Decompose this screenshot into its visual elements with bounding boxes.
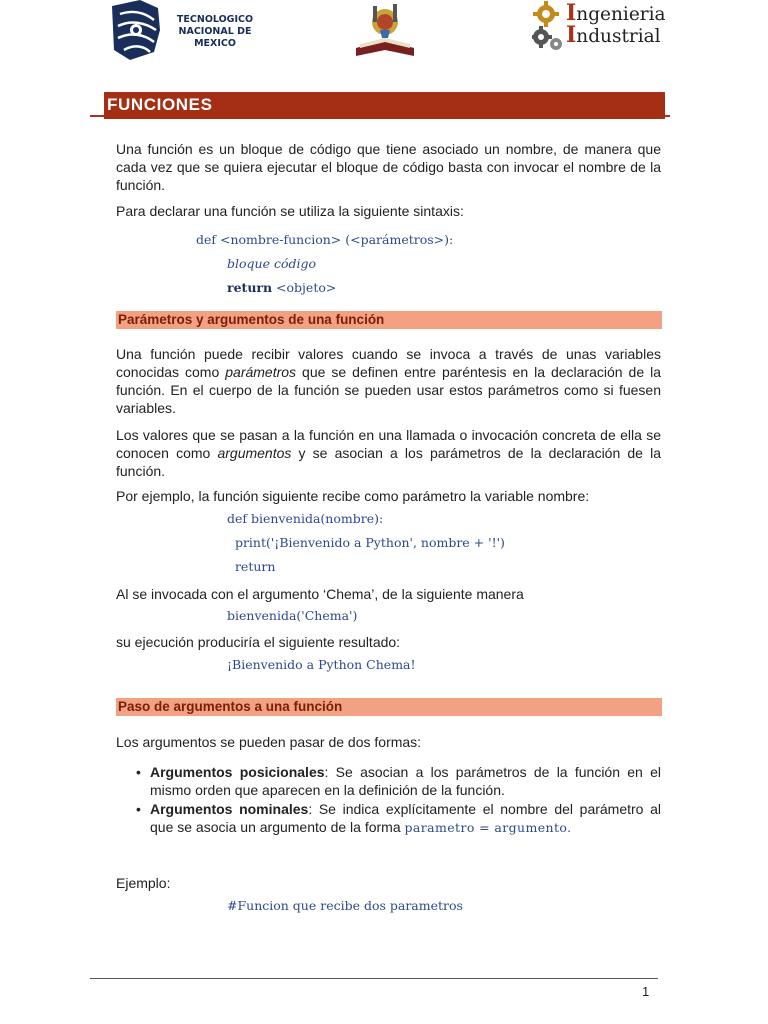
ingenieria-text <box>566 0 666 48</box>
syntax-line-3 <box>227 280 336 296</box>
invocation-code: bienvenida('Chema') <box>227 608 358 623</box>
comment-code: #Funcion que recibe dos parametros <box>227 898 463 913</box>
params-p2-text-a: Los valores que se pasan a la función en una llamada o invocación concreta de ella se conocen como <box>116 427 661 461</box>
tecnm-line2: NACIONAL DE MEXICO <box>178 26 252 49</box>
subsection-title-args: Paso de argumentos a una función <box>118 699 343 714</box>
params-paragraph-1 <box>116 345 661 417</box>
institute-crest-logo <box>350 0 420 60</box>
footer-rule <box>90 978 658 979</box>
ing-word2: ndustrial <box>576 26 661 47</box>
ing-word1: ngenieria <box>576 4 666 25</box>
bullet-nominal <box>136 800 661 837</box>
bullet-dot: • <box>136 801 141 817</box>
example-code-line-3: return <box>227 559 276 574</box>
invocation-paragraph: Al se invocada con el argumento ‘Chema’, de la siguiente manera <box>116 586 524 602</box>
syntax-intro: Para declarar una función se utiliza la siguiente sintaxis: <box>116 203 464 219</box>
params-p1-emphasis: parámetros <box>225 364 297 380</box>
subsection-title-params: Parámetros y argumentos de una función <box>118 312 385 327</box>
example-code-line-1: def bienvenida(nombre): <box>227 511 384 526</box>
ing-cap1: I <box>566 0 577 26</box>
return-object: <objeto> <box>272 280 337 295</box>
def-keyword: def <box>196 232 217 247</box>
params-paragraph-2 <box>116 426 661 480</box>
ing-cap2: I <box>566 22 577 48</box>
bullet-nominal-code: parametro = argumento. <box>404 820 572 835</box>
bullet-nominal-desc: : Se indica explícitamente el nombre del parámetro al que se asocia un argumento de la forma <box>150 801 661 835</box>
syntax-signature: <nombre-funcion> (<parámetros>): <box>216 232 454 247</box>
bullet-positional <box>136 763 661 799</box>
result-paragraph: su ejecución produciría el siguiente resultado: <box>116 634 401 650</box>
result-code: ¡Bienvenido a Python Chema! <box>227 657 416 672</box>
bullet-positional-desc: : Se asocian a los parámetros de la función en el mismo orden que aparecen en la definición de la función. <box>150 764 661 798</box>
params-p1-text-b: que se definen entre paréntesis en la declaración de la función. En el cuerpo de la función se pueden usar estos parámetros como si fuesen variables. <box>116 364 661 416</box>
params-paragraph-3: Por ejemplo, la función siguiente recibe como parámetro la variable nombre: <box>116 488 590 504</box>
syntax-line-2: bloque código <box>227 256 317 271</box>
syntax-line-1 <box>196 232 453 248</box>
section-title: FUNCIONES <box>107 95 213 114</box>
tecnm-text <box>163 14 267 50</box>
bullet-dot: • <box>136 764 141 780</box>
params-p2-emphasis: argumentos <box>217 445 292 461</box>
example-code-line-2: print('¡Bienvenido a Python', nombre + '!') <box>227 535 505 550</box>
intro-paragraph: Una función es un bloque de código que tiene asociado un nombre, de manera que cada vez que se quiera ejecutar el bloque de código basta con invocar el nombre de la función. <box>116 141 661 193</box>
bullet-nominal-term: Argumentos nominales <box>150 801 309 817</box>
args-paragraph: Los argumentos se pueden pasar de dos formas: <box>116 734 422 750</box>
params-p1-text-a: Una función puede recibir valores cuando se invoca a través de unas variables conocidas como <box>116 346 661 380</box>
bullet-positional-term: Argumentos posicionales <box>150 764 325 780</box>
tecnm-line1: TECNOLOGICO <box>176 14 254 25</box>
params-p2-text-b: y se asocian a los parámetros de la declaración de la función. <box>116 445 661 479</box>
page-number: 1 <box>642 984 650 999</box>
return-keyword: return <box>227 280 273 295</box>
example-label: Ejemplo: <box>116 875 171 891</box>
